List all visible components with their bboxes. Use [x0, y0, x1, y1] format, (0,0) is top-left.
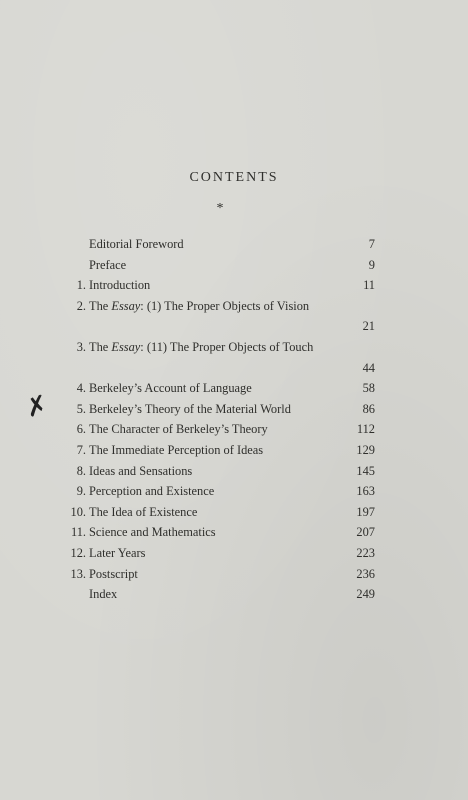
- chapter-title: Editorial Foreword: [89, 237, 184, 251]
- page-number: 11: [363, 278, 375, 293]
- chapter-title-italic: Essay: [111, 298, 141, 313]
- page-number: 9: [368, 257, 375, 272]
- toc-row: [48, 296, 378, 337]
- chapter-title: The Immediate Perception of Ideas: [89, 442, 264, 457]
- chapter-title-italic: Essay: [111, 339, 141, 354]
- page-number: 223: [356, 545, 375, 560]
- chapter-title: Index: [89, 587, 118, 602]
- chapter-title: Postscript: [89, 566, 138, 581]
- chapter-number: 3.: [76, 339, 86, 354]
- chapter-title-part: : (1) The Proper Objects of Vision: [140, 298, 310, 313]
- toc-row: [48, 564, 378, 585]
- chapter-title: [89, 337, 344, 358]
- chapter-title: Berkeley’s Account of Language: [89, 381, 252, 396]
- chapter-number: 11.: [70, 525, 86, 540]
- toc-row: [48, 337, 378, 378]
- chapter-title: The Idea of Existence: [89, 504, 198, 519]
- page-number: 86: [362, 401, 375, 416]
- toc-row: [48, 275, 378, 296]
- page-number: 21: [362, 319, 375, 334]
- toc-row: [48, 378, 378, 399]
- chapter-number: 2.: [76, 298, 86, 313]
- page-number: 44: [362, 360, 375, 375]
- chapter-title: Science and Mathematics: [89, 525, 216, 540]
- toc-row: [48, 522, 378, 543]
- ornament: *: [216, 201, 224, 216]
- toc-row: [48, 399, 378, 420]
- chapter-title: Later Years: [89, 545, 146, 560]
- chapter-number: 1.: [76, 278, 86, 293]
- chapter-number: 9.: [76, 484, 86, 499]
- chapter-title: [89, 296, 344, 317]
- page-number: 129: [356, 442, 375, 457]
- chapter-title: The Character of Berkeley’s Theory: [89, 422, 268, 437]
- page-number: 112: [356, 422, 375, 437]
- page-number: 207: [356, 525, 375, 540]
- chapter-number: 4.: [76, 381, 86, 396]
- chapter-title: Perception and Existence: [89, 484, 215, 499]
- chapter-title: Preface: [89, 257, 127, 272]
- chapter-title: Introduction: [89, 278, 151, 293]
- chapter-number: 10.: [70, 504, 86, 519]
- toc-row: [48, 440, 378, 461]
- toc-row: [48, 584, 378, 605]
- chapter-number: 13.: [70, 566, 86, 581]
- page-number: 145: [356, 463, 375, 478]
- page-number: 249: [356, 587, 375, 602]
- handwritten-cross-mark: ✗: [22, 389, 52, 424]
- chapter-title-part: : (11) The Proper Objects of Touch: [140, 339, 314, 354]
- toc-row: [48, 543, 378, 564]
- chapter-title: Berkeley’s Theory of the Material World: [89, 401, 291, 416]
- chapter-title-part: The: [89, 298, 112, 313]
- chapter-number: 6.: [76, 422, 86, 437]
- chapter-number: 12.: [70, 545, 86, 560]
- chapter-number: 8.: [76, 463, 86, 478]
- page-number: 58: [362, 381, 375, 396]
- page-title: CONTENTS: [189, 170, 279, 185]
- toc-row: [48, 461, 378, 482]
- chapter-title: Ideas and Sensations: [89, 463, 193, 478]
- chapter-number: 5.: [76, 401, 86, 416]
- chapter-title-part: The: [89, 339, 112, 354]
- page-number: 236: [356, 566, 375, 581]
- toc-row: [48, 419, 378, 440]
- toc-row: [48, 502, 378, 523]
- page-number: 197: [356, 504, 375, 519]
- page-number: 7: [368, 237, 375, 251]
- toc-row: [48, 481, 378, 502]
- toc-row: [48, 255, 378, 276]
- page-number: 163: [356, 484, 375, 499]
- chapter-number: 7.: [76, 442, 86, 457]
- table-of-contents: [48, 234, 378, 605]
- toc-row: [48, 234, 378, 255]
